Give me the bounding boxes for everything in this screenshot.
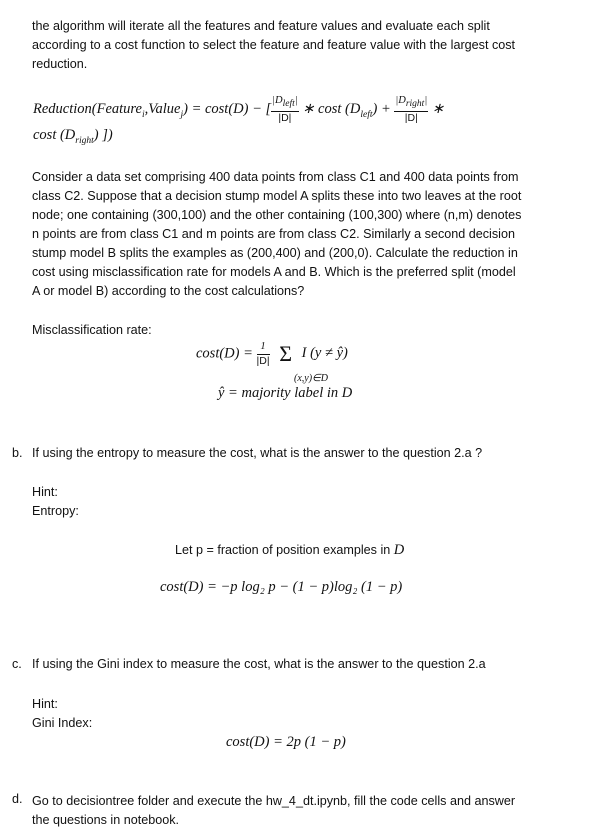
intro-paragraph <box>32 17 582 74</box>
question-line: class C2. Suppose that a decision stump model A splits these into two leaves at the root <box>32 189 522 203</box>
question-line: Consider a data set comprising 400 data points from class C1 and 400 data points from <box>32 170 519 184</box>
entropy-let: Let p = fraction of position examples in D <box>175 542 405 558</box>
fraction-left: $\frac{|D_{left}|}{|D|}$ <box>272 95 298 124</box>
misclassification-label: Misclassification rate: <box>32 323 152 337</box>
part-c-question: If using the Gini index to measure the cost, what is the answer to the question 2.a <box>32 657 486 671</box>
part-b-hint: Hint: <box>32 485 58 499</box>
question-line: cost using misclassification rate for models A and B. Which is the preferred split (model <box>32 265 516 279</box>
fraction-one-over-d: $\frac{1}{|D|}$ <box>256 341 270 367</box>
yhat-definition: ŷ = majority label in D <box>218 385 353 401</box>
reduction-formula: Reduction(Feature$_i$,Value$_j$) = cost(D) − [ $\frac{|D_{left}|}{|D|}$ ∗ cost $(D_{left})$ + $\frac{|D_{right}|}{|D|}$ ∗ <box>33 95 444 124</box>
part-c-marker: c. <box>12 657 22 671</box>
question-line: node; one containing (300,100) and the other containing (100,300) where (n,m) denotes <box>32 208 522 222</box>
sum-subscript: (x,y)∈D <box>294 373 328 384</box>
sum-symbol: Σ <box>279 341 293 366</box>
indicator-term: I (y ≠ ŷ) <box>301 345 348 362</box>
intro-line: the algorithm will iterate all the features and feature values and evaluate each split <box>32 19 490 33</box>
intro-line: reduction. <box>32 57 88 71</box>
misclassification-formula: cost(D) = $\frac{1}{|D|}$ Σ I (y ≠ ŷ) <box>196 341 348 367</box>
gini-formula: cost(D) = 2p (1 − p) <box>226 734 346 750</box>
part-b-hint-name: Entropy: <box>32 504 79 518</box>
reduction-formula-line2: cost $(D_{right})$ ]) <box>33 127 113 146</box>
part-c-hint: Hint: <box>32 697 58 711</box>
entropy-formula: cost(D) = −p log₂ p − (1 − p)log₂ (1 − p) <box>160 579 403 595</box>
formula-lhs: Reduction(Feature <box>33 100 142 117</box>
part-d-marker: d. <box>12 792 23 806</box>
question-line: stump model B splits the examples as (200,400) and (200,0). Calculate the reduction in <box>32 246 518 260</box>
part-b-marker: b. <box>12 446 23 460</box>
fraction-right: $\frac{|D_{right}|}{|D|}$ <box>395 95 428 124</box>
part-c-hint-name: Gini Index: <box>32 716 93 730</box>
question-line: n points are from class C1 and m points are from class C2. Similarly a second decision <box>32 227 515 241</box>
intro-line: according to a cost function to select the feature and feature value with the largest cost <box>32 38 516 52</box>
question-paragraph <box>32 168 582 301</box>
part-b-question: If using the entropy to measure the cost, what is the answer to the question 2.a ? <box>32 446 483 460</box>
part-d-text: Go to decisiontree folder and execute the hw_4_dt.ipynb, fill the code cells and answer the questions in notebook. <box>32 794 516 827</box>
question-line: A or model B) according to the cost calculations? <box>32 284 305 298</box>
